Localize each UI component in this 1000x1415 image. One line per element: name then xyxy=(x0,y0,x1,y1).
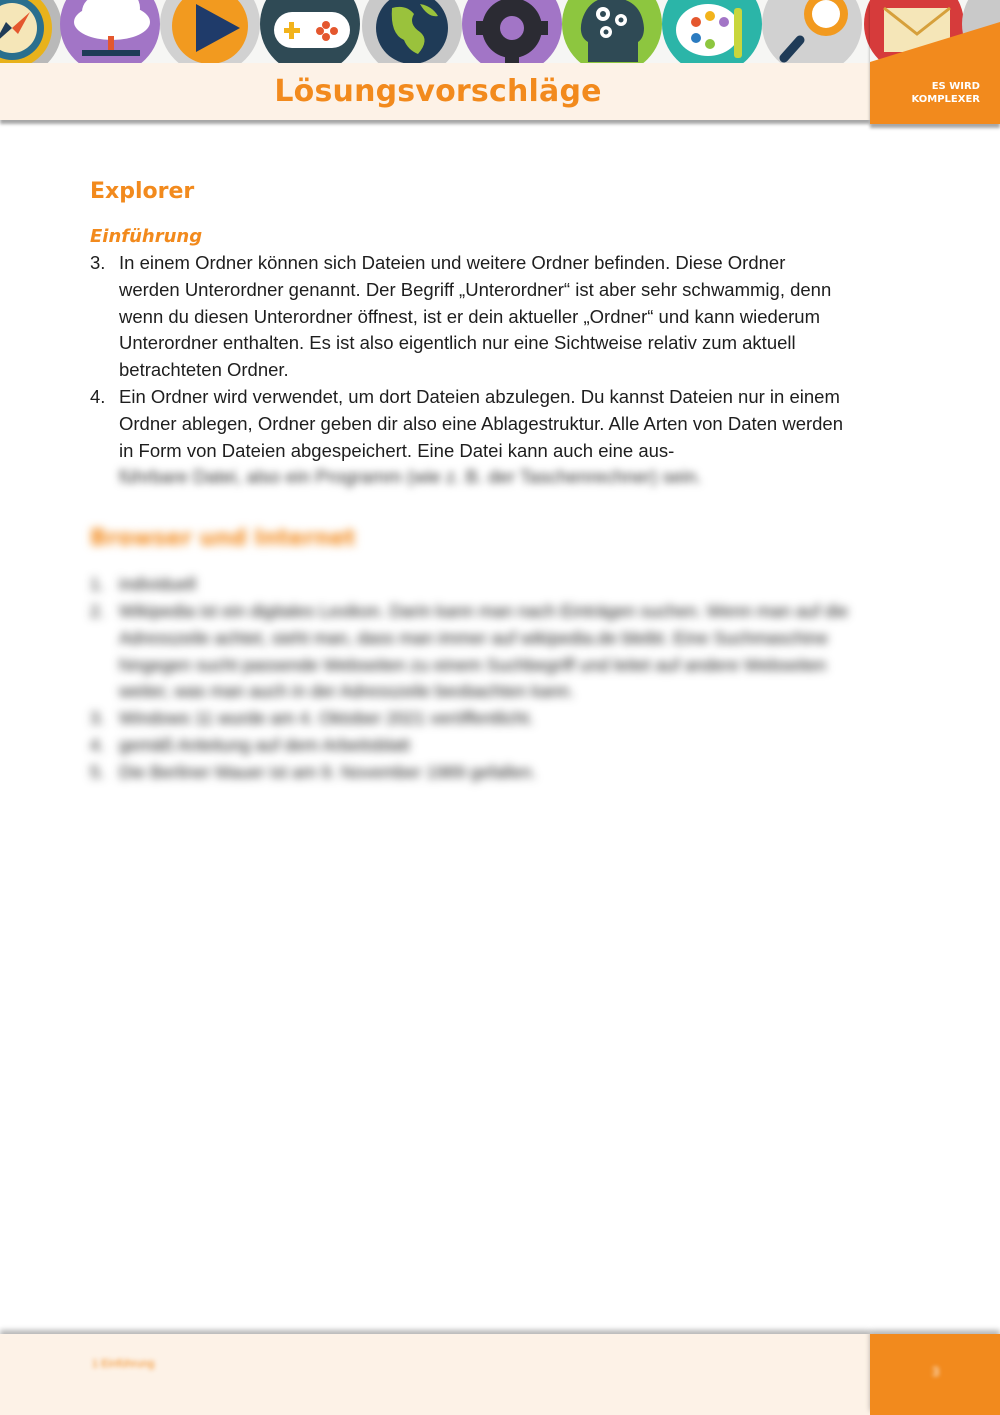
brain-gears-icon xyxy=(562,0,662,63)
footer-chapter-note: 1 Einführung xyxy=(92,1358,155,1370)
answer-text: Die Berliner Mauer ist am 9. November 1989 gefallen. xyxy=(119,761,537,782)
title-bar xyxy=(0,63,870,120)
chapter-tab xyxy=(870,0,1000,124)
compass-icon xyxy=(0,0,62,63)
section-heading-browser: Browser und Internet xyxy=(90,526,356,552)
subsection-heading-introduction: Einführung xyxy=(90,226,203,247)
answer-number: 2. xyxy=(90,600,105,621)
cloud-network-icon xyxy=(60,0,160,63)
page-number: 3 xyxy=(932,1364,940,1379)
paint-palette-icon xyxy=(662,0,762,63)
answer-item xyxy=(90,384,850,491)
gear-icon xyxy=(462,0,562,63)
magnifier-icon xyxy=(762,0,862,63)
answer-text: Windows 11 wurde am 4. Oktober 2021 veröffentlicht. xyxy=(119,708,534,729)
answer-text: individuell xyxy=(119,574,196,595)
answer-item xyxy=(90,705,850,732)
footer-bar xyxy=(0,1334,870,1415)
answer-number: 4. xyxy=(90,385,106,407)
answer-item xyxy=(90,598,850,705)
answer-text: Wikipedia ist ein digitales Lexikon. Darin kann man nach Einträgen suchen. Wenn man auf die Adresszeile achtet, sieht man, dass man immer auf wikipedia.de bleibt. Eine Suchmaschine hingegen sucht passende Webseiten zu einem Suchbegriff und leitet auf andere Webseiten weiter, was man auch in der Adresszeile beobachten kann. xyxy=(119,600,849,702)
answer-item xyxy=(90,571,850,598)
answer-text: gemäß Anleitung auf dem Arbeitsblatt xyxy=(119,734,410,755)
footer-page-tab xyxy=(870,1334,1000,1415)
answer-item xyxy=(90,250,850,384)
globe-icon xyxy=(362,0,462,63)
answer-text: In einem Ordner können sich Dateien und weitere Ordner befinden. Diese Ordner werden Unterordner genannt. Der Begriff „Unterordner“ ist aber sehr schwammig, denn wenn du diesen Unterordner öffnest, ist er dein aktueller „Ordner“ und kann wiederum Unterordner enthalten. Es ist also eigentlich nur eine Sichtweise relativ zum aktuell betrachteten Ordner. xyxy=(119,252,832,381)
solutions-content xyxy=(90,172,850,786)
answer-number: 4. xyxy=(90,734,105,755)
blurred-section-browser xyxy=(90,519,850,785)
answer-text-cut-off: führbare Datei, also ein Programm (wie z. B. der Taschenrechner) sein. xyxy=(119,466,702,488)
answer-number: 5. xyxy=(90,761,105,782)
chapter-label xyxy=(880,80,980,106)
explorer-answer-list xyxy=(90,250,850,491)
answer-number: 3. xyxy=(90,252,106,273)
gamepad-icon xyxy=(260,0,360,63)
chapter-label-line-2: KOMPLEXER xyxy=(911,94,980,105)
answer-number: 3. xyxy=(90,708,105,729)
chapter-label-line-1: ES WIRD xyxy=(931,81,980,92)
answer-text: Ein Ordner wird verwendet, um dort Dateien abzulegen. Du kannst Dateien nur in einem Ordner ablegen, Ordner geben dir also eine Ablagestruktur. Alle Arten von Daten werden in Form von Dateien abgespeichert. Eine Datei kann auch eine aus- xyxy=(119,385,844,461)
section-heading-explorer: Explorer xyxy=(90,179,195,204)
answer-item xyxy=(90,732,850,759)
page-title: Lösungsvorschläge xyxy=(274,74,602,109)
answer-item xyxy=(90,759,850,786)
browser-answer-list xyxy=(90,571,850,785)
answer-number: 1. xyxy=(90,574,105,595)
play-icon xyxy=(160,0,260,63)
icon-banner xyxy=(0,0,1000,63)
